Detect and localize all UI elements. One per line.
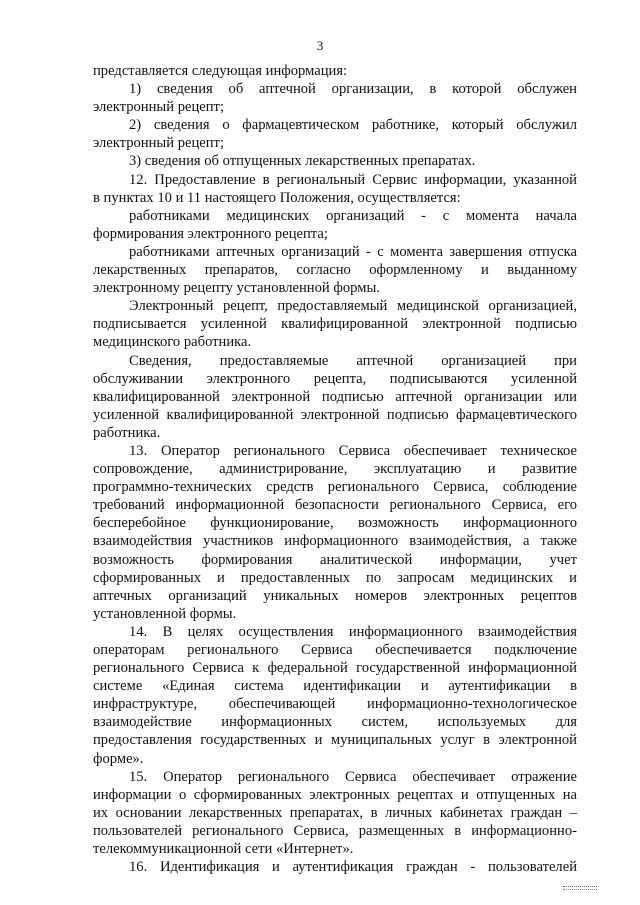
- text-line: 3) сведения об отпущенных лекарственных препаратах.: [129, 153, 476, 170]
- text-line: работниками аптечных организаций - с момента завершения отпуска: [129, 243, 577, 260]
- text-line: 14. В целях осуществления информационного взаимодействия: [129, 623, 577, 640]
- text-line: работниками медицинских организаций - с момента начала: [129, 207, 577, 224]
- text-line: форме».: [93, 750, 144, 767]
- text-line: операторам регионального Сервиса обеспечивается подключение: [93, 642, 577, 658]
- text-line: в пунктах 10 и 11 настоящего Положения, осуществляется:: [93, 189, 461, 206]
- text-line: 1) сведения об аптечной организации, в которой обслужен: [129, 81, 577, 98]
- text-line: квалифицированной электронной подписью аптечной организации или: [93, 388, 577, 405]
- text-line: Электронный рецепт, предоставляемый медицинской организацией,: [129, 298, 577, 315]
- text-line: представляется следующая информация:: [93, 63, 348, 79]
- text-line: пользователей регионального Сервиса, размещенных в информационно-: [93, 822, 577, 839]
- text-line: аптечных организаций уникальных номеров электронных рецептов: [93, 587, 577, 604]
- text-line: 16. Идентификация и аутентификация граждан - пользователей: [129, 859, 577, 876]
- text-line: возможность формирования аналитической информации, учет: [93, 551, 577, 568]
- text-line: установленной формы.: [93, 605, 237, 622]
- text-line: электронному рецепту установленной формы.: [93, 280, 380, 297]
- text-line: электронный рецепт;: [93, 99, 224, 116]
- text-line: усиленной квалифицированной электронной подписью фармацевтического: [93, 406, 577, 423]
- text-line: их основании лекарственных препаратах, в личных кабинетах граждан –: [93, 804, 577, 821]
- text-line: Сведения, предоставляемые аптечной организацией при: [129, 352, 577, 369]
- text-line: медицинского работника.: [93, 334, 252, 351]
- text-line: требований информационной безопасности регионального Сервиса, его: [93, 497, 577, 514]
- text-line: взаимодействия участников информационного взаимодействия, а также: [93, 533, 577, 550]
- text-line: предоставления государственных и муниципальных услуг в электронной: [93, 732, 577, 749]
- scan-artifact-mark: [563, 886, 597, 890]
- text-line: регионального Сервиса к федеральной государственной информационной: [93, 660, 577, 677]
- text-line: телекоммуникационной сети «Интернет».: [93, 841, 354, 858]
- text-line: 13. Оператор регионального Сервиса обеспечивает техническое: [129, 442, 577, 459]
- text-line: сформированных и предоставленных по запросам медицинских и: [93, 569, 577, 586]
- text-line: работника.: [93, 424, 161, 441]
- text-line: взаимодействие информационных систем, используемых для: [93, 714, 577, 731]
- text-line: электронный рецепт;: [93, 135, 224, 152]
- document-body: [93, 62, 577, 876]
- text-line: системе «Единая система идентификации и аутентификации в: [93, 678, 577, 695]
- text-line: сопровождение, администрирование, эксплуатацию и развитие: [93, 461, 577, 478]
- page-number: 3: [316, 38, 324, 53]
- text-line: подписывается усиленной квалифицированной электронной подписью: [93, 316, 577, 333]
- text-line: формирования электронного рецепта;: [93, 225, 328, 242]
- text-line: 12. Предоставление в региональный Сервис информации, указанной: [129, 171, 577, 188]
- text-line: 15. Оператор регионального Сервиса обеспечивает отражение: [129, 768, 577, 785]
- text-line: программно-технических средств регионального Сервиса, соблюдение: [93, 479, 577, 496]
- text-line: информации о сформированных электронных рецептах и отпущенных на: [93, 786, 577, 803]
- text-line: бесперебойное функционирование, возможность информационного: [93, 515, 577, 532]
- text-line: обслуживании электронного рецепта, подписываются усиленной: [93, 370, 577, 387]
- text-line: 2) сведения о фармацевтическом работнике, который обслужил: [129, 117, 577, 134]
- text-line: инфраструктуре, обеспечивающей информационно-технологическое: [93, 696, 577, 713]
- text-line: лекарственных препаратов, согласно оформленному и выданному: [93, 262, 577, 279]
